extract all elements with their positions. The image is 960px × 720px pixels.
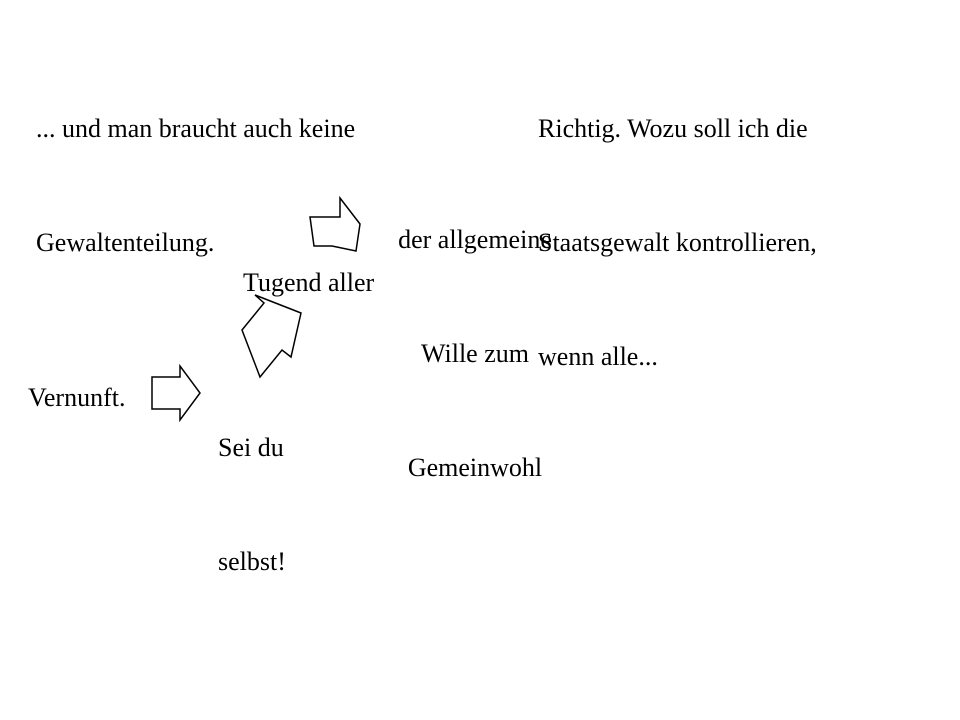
step-sei-du-selbst-line-2: selbst! (218, 547, 286, 576)
step-allgemeiner-wille-line-2: Wille zum (421, 339, 529, 368)
dialogue-right-line-2: Staatsgewalt kontrollieren, (538, 228, 817, 257)
step-allgemeiner-wille-line-1: der allgemeine (398, 225, 552, 254)
dialogue-left-line-1: ... und man braucht auch keine (36, 114, 356, 143)
dialogue-right-line-3: wenn alle... (538, 342, 658, 371)
arrow-up-right-icon (242, 295, 301, 377)
dialogue-right-line-1: Richtig. Wozu soll ich die (538, 114, 808, 143)
dialogue-left-line-2: Gewaltenteilung. (36, 228, 215, 257)
step-tugend-aller: Tugend aller (243, 268, 375, 297)
step-sei-du-selbst-line-1: Sei du (218, 433, 284, 462)
arrow-up-right-icon (310, 198, 360, 251)
step-allgemeiner-wille-line-3: Gemeinwohl (407, 453, 543, 482)
arrow-right-icon (152, 366, 200, 420)
step-vernunft: Vernunft. (28, 383, 126, 412)
